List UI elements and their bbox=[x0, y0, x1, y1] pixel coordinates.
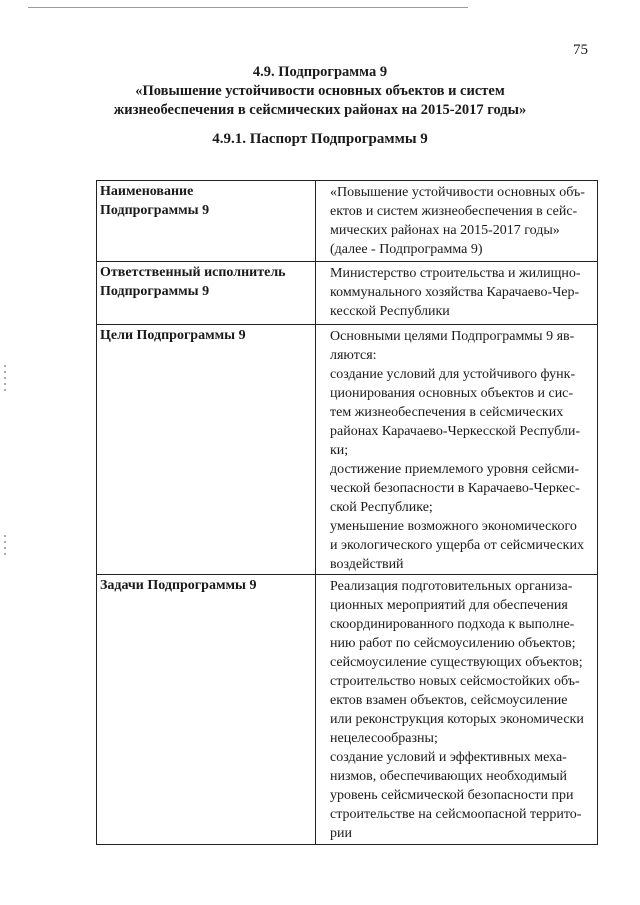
value-line: коммунального хозяйства Карачаево-Чер- bbox=[330, 285, 580, 300]
value-line: или реконструкция которых экономически bbox=[330, 712, 584, 727]
value-line: низмов, обеспечивающих необходимый bbox=[330, 769, 567, 784]
value-line: и экологического ущерба от сейсмических bbox=[330, 538, 584, 553]
value-line: Основными целями Подпрограммы 9 яв- bbox=[330, 329, 575, 344]
value-line: строительство новых сейсмостойких объ- bbox=[330, 674, 580, 689]
label-line: Задачи Подпрограммы 9 bbox=[100, 578, 257, 593]
row-tasks bbox=[97, 575, 598, 845]
label-line: Наименование bbox=[100, 184, 194, 199]
value-line: ционирования основных объектов и сис- bbox=[330, 386, 574, 401]
value-line: ческой безопасности в Карачаево-Черкес- bbox=[330, 481, 580, 496]
scan-mark bbox=[4, 365, 6, 395]
value-line: воздействий bbox=[330, 557, 404, 572]
label-line: Подпрограммы 9 bbox=[100, 284, 210, 299]
value-line: ционных мероприятий для обеспечения bbox=[330, 598, 568, 613]
value-line: Министерство строительства и жилищно- bbox=[330, 266, 581, 281]
value-line: Реализация подготовительных организа- bbox=[330, 579, 573, 594]
value-line: строительстве на сейсмоопасной террито- bbox=[330, 807, 582, 822]
value-cell bbox=[316, 181, 598, 262]
section-heading: 4.9. Подпрограмма 9 bbox=[252, 64, 388, 80]
value-line: ектов и систем жизнеобеспечения в сейс- bbox=[330, 204, 578, 219]
value-line: ки; bbox=[330, 443, 349, 458]
value-cell bbox=[316, 262, 598, 325]
row-goals bbox=[97, 325, 598, 575]
value-line: районах Карачаево-Черкесской Республи- bbox=[330, 424, 581, 439]
subprogram-title-line-1: «Повышение устойчивости основных объектов и систем bbox=[135, 83, 505, 99]
top-rule bbox=[28, 7, 468, 8]
value-line: ляются: bbox=[330, 348, 377, 363]
value-line: ской Республике; bbox=[330, 500, 433, 515]
value-line: рии bbox=[330, 826, 352, 841]
value-line: (далее - Подпрограмма 9) bbox=[330, 242, 483, 257]
passport-table bbox=[96, 180, 598, 845]
value-line: создание условий и эффективных меха- bbox=[330, 750, 567, 765]
label-cell bbox=[97, 325, 316, 575]
label-cell bbox=[97, 575, 316, 845]
value-cell bbox=[316, 575, 598, 845]
scan-mark bbox=[4, 535, 6, 555]
page-number: 75 bbox=[573, 42, 588, 58]
value-line: уменьшение возможного экономического bbox=[330, 519, 577, 534]
label-line: Ответственный исполнитель bbox=[100, 265, 286, 280]
value-line: тем жизнеобеспечения в сейсмических bbox=[330, 405, 564, 420]
row-executor bbox=[97, 262, 598, 325]
value-line: нецелесообразны; bbox=[330, 731, 438, 746]
value-line: нию работ по сейсмоусилению объектов; bbox=[330, 636, 576, 651]
label-cell bbox=[97, 181, 316, 262]
row-name bbox=[97, 181, 598, 262]
value-line: уровень сейсмической безопасности при bbox=[330, 788, 574, 803]
value-line: сейсмоусиление существующих объектов; bbox=[330, 655, 583, 670]
value-line: кесской Республики bbox=[330, 304, 450, 319]
value-line: мических районах на 2015-2017 годы» bbox=[330, 223, 560, 238]
value-cell bbox=[316, 325, 598, 575]
value-line: «Повышение устойчивости основных объ- bbox=[330, 185, 585, 200]
value-line: достижение приемлемого уровня сейсми- bbox=[330, 462, 580, 477]
label-line: Подпрограммы 9 bbox=[100, 203, 210, 218]
label-line: Цели Подпрограммы 9 bbox=[100, 328, 246, 343]
passport-title: 4.9.1. Паспорт Подпрограммы 9 bbox=[212, 131, 428, 147]
subprogram-title-line-2: жизнеобеспечения в сейсмических районах на 2015-2017 годы» bbox=[113, 102, 527, 118]
value-line: скоординированного подхода к выполне- bbox=[330, 617, 575, 632]
value-line: создание условий для устойчивого функ- bbox=[330, 367, 576, 382]
value-line: ектов взамен объектов, сейсмоусиление bbox=[330, 693, 568, 708]
label-cell bbox=[97, 262, 316, 325]
